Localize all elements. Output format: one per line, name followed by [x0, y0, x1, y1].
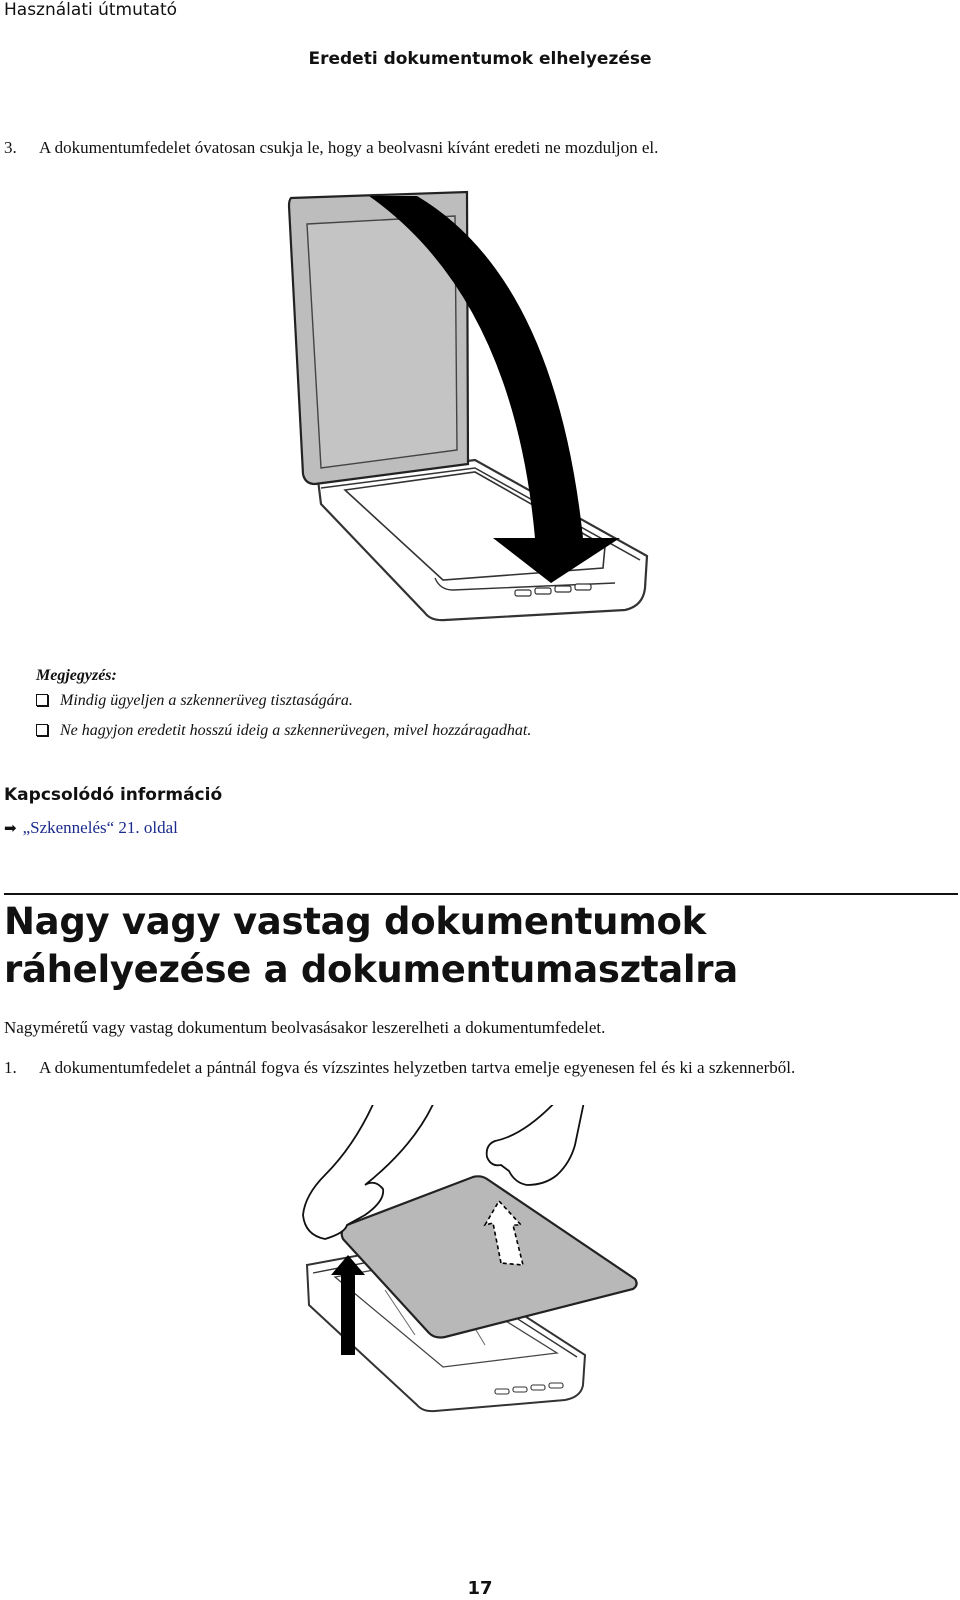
- section-divider: [4, 893, 958, 895]
- step-3: [4, 138, 904, 162]
- step-text: A dokumentumfedelet óvatosan csukja le, hogy a beolvasni kívánt eredeti ne mozduljon el.: [39, 138, 659, 157]
- note-heading: Megjegyzés:: [36, 667, 117, 684]
- note-item: [36, 692, 353, 710]
- header-title: Használati útmutató: [4, 0, 178, 20]
- related-link[interactable]: [4, 818, 178, 838]
- step-number: 3.: [4, 138, 17, 157]
- removing-lid-illustration: [295, 1105, 655, 1435]
- note-item-text: Mindig ügyeljen a szkennerüveg tisztaságára.: [60, 692, 353, 709]
- right-arrow-icon: ➡: [4, 821, 17, 837]
- note-item: [36, 722, 531, 740]
- page-number: 17: [467, 1578, 493, 1599]
- step-text: A dokumentumfedelet a pántnál fogva és vízszintes helyzetben tartva emelje egyenesen fel és ki a szkennerből.: [39, 1058, 796, 1077]
- large-docs-heading: Nagy vagy vastag dokumentumok ráhelyezése a dokumentumasztalra: [4, 900, 738, 991]
- scanner-closing-lid-illustration: [285, 188, 665, 626]
- note-item-text: Ne hagyjon eredetit hosszú ideig a szkennerüvegen, mivel hozzáragadhat.: [60, 722, 532, 739]
- right-hand: [487, 1105, 585, 1185]
- large-docs-intro: Nagyméretű vagy vastag dokumentum beolvasásakor leszerelheti a dokumentumfedelet.: [4, 1018, 606, 1037]
- link-text[interactable]: „Szkennelés“ 21. oldal: [22, 818, 178, 837]
- section-title: Eredeti dokumentumok elhelyezése: [308, 49, 652, 69]
- related-info-heading: Kapcsolódó információ: [4, 785, 223, 805]
- checkbox-bullet-icon: [36, 724, 48, 736]
- step-number: 1.: [4, 1058, 17, 1077]
- step-1: [4, 1058, 954, 1082]
- checkbox-bullet-icon: [36, 694, 48, 706]
